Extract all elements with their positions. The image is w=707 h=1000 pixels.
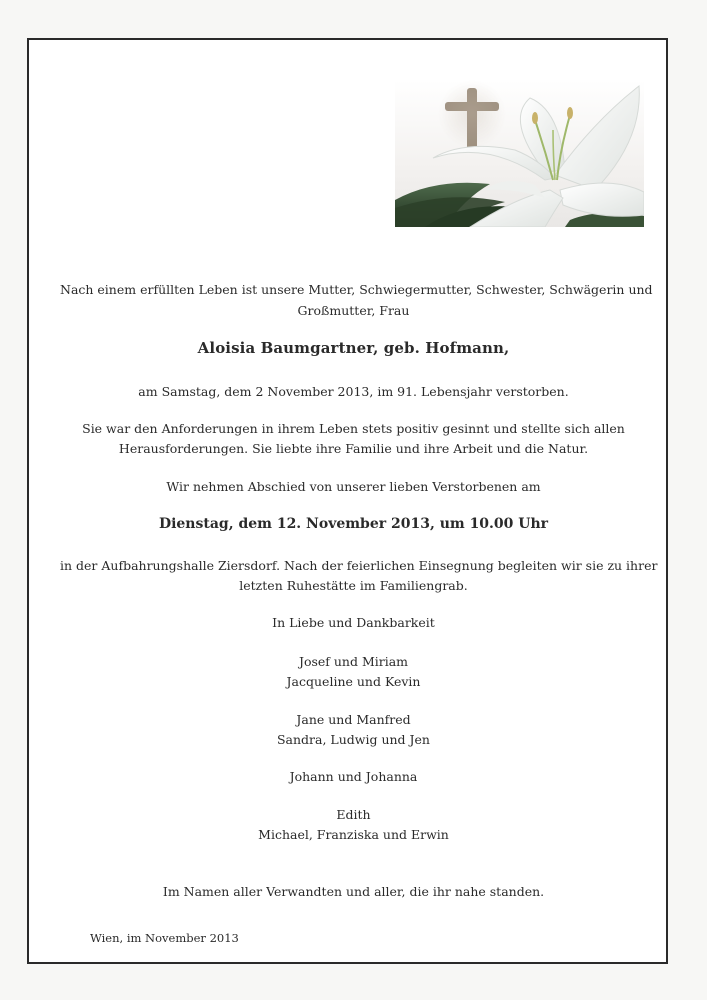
family-line: Jacqueline und Kevin xyxy=(286,674,421,689)
family-line: Edith xyxy=(336,807,371,822)
family-line: Johann und Johanna xyxy=(289,769,418,784)
tribute-line: Sie war den Anforderungen in ihrem Leben stets positiv gesinnt und stellte sich allen xyxy=(82,421,625,436)
death-line: am Samstag, dem 2 November 2013, im 91. Lebensjahr verstorben. xyxy=(138,384,569,399)
location-line: letzten Ruhestätte im Familiengrab. xyxy=(239,578,468,593)
intro-line: Großmutter, Frau xyxy=(297,303,410,318)
lily-cross-illustration xyxy=(395,80,644,227)
intro-line: Nach einem erfüllten Leben ist unsere Mutter, Schwiegermutter, Schwester, Schwägerin und xyxy=(60,282,653,297)
family-line: Josef und Miriam xyxy=(298,654,409,669)
place-date: Wien, im November 2013 xyxy=(90,931,239,945)
family-line: Jane und Manfred xyxy=(296,712,411,727)
closing-line: In Liebe und Dankbarkeit xyxy=(272,615,435,630)
location-line: in der Aufbahrungshalle Ziersdorf. Nach der feierlichen Einsegnung begleiten wir sie zu ihrer xyxy=(60,558,658,573)
deceased-name: Aloisia Baumgartner, geb. Hofmann, xyxy=(197,339,510,357)
lily-cross-image xyxy=(395,80,644,227)
relatives-line: Im Namen aller Verwandten und aller, die ihr nahe standen. xyxy=(162,884,545,899)
family-line: Michael, Franziska und Erwin xyxy=(258,827,449,842)
farewell-line: Wir nehmen Abschied von unserer lieben Verstorbenen am xyxy=(166,479,541,494)
family-line: Sandra, Ludwig und Jen xyxy=(276,732,430,747)
funeral-date: Dienstag, dem 12. November 2013, um 10.00 Uhr xyxy=(158,516,549,532)
tribute-line: Herausforderungen. Sie liebte ihre Familie und ihre Arbeit und die Natur. xyxy=(118,441,589,456)
